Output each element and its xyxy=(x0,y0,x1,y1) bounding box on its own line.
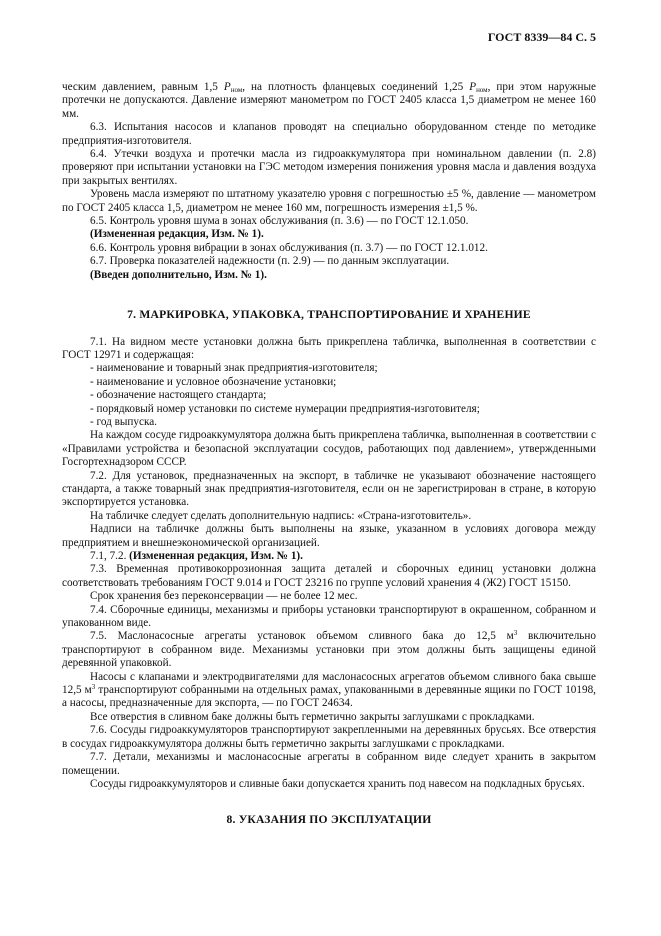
paragraph-6-7: 6.7. Проверка показателей надежности (п. 2.9) — по данным эксплуатации. xyxy=(90,255,450,268)
text-run: (Измененная редакция, Изм. № 1). xyxy=(129,550,303,562)
paragraph-7-2: 7.2. Для установок, предназначенных на экспорт, в табличке не указывают обозначение настоящего стандарта, а также товарный знак предприятия-изготовителя, если он не зарегистрирован в стране, в которую экспортируется установка. xyxy=(62,469,596,509)
text-run: , при этом наружные протечки не допускаются. Давление измеряют манометром по ГОСТ 2405 класса 1,5 диаметром не менее 160 мм. xyxy=(62,81,596,120)
list-item: - год выпуска. xyxy=(90,415,157,428)
paragraph-7-5-openings: Все отверстия в сливном баке должны быть герметично закрыты заглушками с прокладками. xyxy=(90,710,535,723)
paragraph-6-3: 6.3. Испытания насосов и клапанов проводят на специально оборудованном стенде по методике предприятия-изготовителя. xyxy=(62,121,596,147)
amendment-note-6-7: (Введен дополнительно, Изм. № 1). xyxy=(90,268,267,281)
subscript-nom: ном xyxy=(476,86,488,94)
subscript-nom: ном xyxy=(230,86,243,94)
paragraph-6-5: 6.5. Контроль уровня шума в зонах обслуживания (п. 3.6) — по ГОСТ 12.1.050. xyxy=(90,215,469,228)
paragraph-7-1-vessel: На каждом сосуде гидроаккумулятора должна быть прикреплена табличка, выполненная в соответствии с «Правилами устройства и безопасной эксплуатации сосудов, работающих под давлением», утвержденными Госгортехнадзором СССР. xyxy=(62,429,596,469)
page-header: ГОСТ 8339—84 С. 5 xyxy=(487,30,596,44)
superscript: 3 xyxy=(91,683,96,692)
paragraph-7-2-label: На табличке следует сделать дополнительную надпись: «Страна-изготовитель». xyxy=(90,509,472,522)
paragraph-7-2-language: Надписи на табличке должны быть выполнены на языке, указанном в условиях договора между предприятием и внешнеэкономической организацией. xyxy=(62,523,596,549)
paragraph-7-4: 7.4. Сборочные единицы, механизмы и приборы установки транспортируют в окрашенном, собранном и упакованном виде. xyxy=(62,603,596,630)
amendment-note-7-1-7-2 xyxy=(62,550,596,563)
amendment-note-6-5: (Измененная редакция, Изм. № 1). xyxy=(90,228,264,241)
section-8-title: 8. УКАЗАНИЯ ПО ЭКСПЛУАТАЦИИ xyxy=(226,813,432,827)
paragraph-6-6: 6.6. Контроль уровня вибрации в зонах обслуживания (п. 3.7) — по ГОСТ 12.1.012. xyxy=(90,241,488,254)
paragraph-6-2-continued xyxy=(62,81,596,121)
list-item: - порядковый номер установки по системе нумерации предприятия-изготовителя; xyxy=(90,402,480,415)
text-run: ческим давлением, равным 1,5 xyxy=(62,81,224,93)
text-run: , на плотность фланцевых соединений 1,25 xyxy=(242,81,470,93)
paragraph-7-3: 7.3. Временная противокоррозионная защита деталей и сборочных единиц установки должна соответствовать требованиям ГОСТ 9.014 и ГОСТ 23216 по группе условий хранения 4 (Ж2) ГОСТ 15150. xyxy=(62,563,596,589)
text-run: 7.5. Маслонасосные агрегаты установок объемом сливного бака до 12,5 м xyxy=(90,630,514,643)
superscript: 3 xyxy=(513,629,518,638)
symbol-p: P xyxy=(223,81,231,93)
paragraph-7-5-pumps xyxy=(62,671,596,711)
list-item: - обозначение настоящего стандарта; xyxy=(90,389,267,402)
paragraph-7-1: 7.1. На видном месте установки должна быть прикреплена табличка, выполненная в соответствии с ГОСТ 12971 и содержащая: xyxy=(62,335,596,361)
paragraph-7-7: 7.7. Детали, механизмы и маслонасосные агрегаты в собранном виде следует хранить в закрытом помещении. xyxy=(62,751,596,777)
paragraph-6-4: 6.4. Утечки воздуха и протечки масла из гидроаккумулятора при номинальном давлении (п. 2.8) проверяют при испытании установки на ГЭС методом измерения понижения уровня масла и давления воздуха при закрытых вентилях. xyxy=(62,148,596,187)
paragraph-7-3-storage: Срок хранения без переконсервации — не более 12 мес. xyxy=(90,590,358,603)
paragraph-6-4-level: Уровень масла измеряют по штатному указателю уровня с погрешностью ±5 %, давление — манометром по ГОСТ 2405 класса 1,5, диаметром не менее 160 мм, погрешность измерения ±1,5 %. xyxy=(62,188,596,214)
list-item: - наименование и условное обозначение установки; xyxy=(90,375,337,388)
symbol-p: P xyxy=(469,81,477,93)
section-7-title: 7. МАРКИРОВКА, УПАКОВКА, ТРАНСПОРТИРОВАНИЕ И ХРАНЕНИЕ xyxy=(127,308,531,322)
paragraph-7-5 xyxy=(62,630,596,670)
paragraph-7-6: 7.6. Сосуды гидроаккумуляторов транспортируют закрепленными на деревянных брусьях. Все отверстия в сосудах гидроаккумулятора должны быть герметично закрыты заглушками с прокладками. xyxy=(62,724,596,750)
text-run: 7.1, 7.2. xyxy=(90,550,130,562)
paragraph-7-7-storage: Сосуды гидроаккумуляторов и сливные баки допускается хранить под навесом на подкладных брусьях. xyxy=(90,777,585,790)
text-run: транспортируют собранными на отдельных рамах, упакованными в деревянные ящики по ГОСТ 10198, а насосы, предназначенные для экспорта, — по ГОСТ 24634. xyxy=(62,684,596,710)
document-body xyxy=(62,30,596,827)
text-run: Насосы с клапанами и электродвигателями для маслонасосных агрегатов объемом сливного бака свыше 12,5 м xyxy=(62,670,596,697)
text-run: включительно транспортируют в собранном виде. Механизмы установки при этом должны быть защищены единой деревянной упаковкой. xyxy=(62,630,596,670)
list-item: - наименование и товарный знак предприятия-изготовителя; xyxy=(90,362,378,375)
